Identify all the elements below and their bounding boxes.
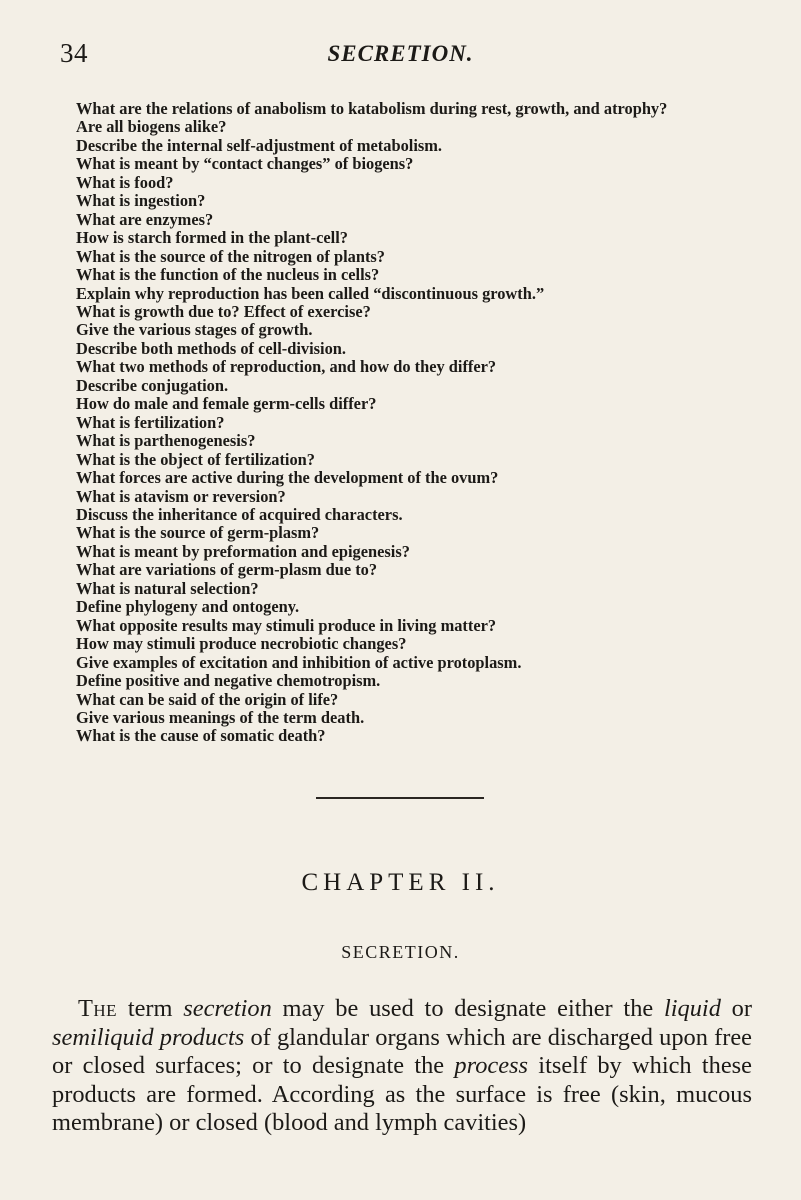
question-item: What is atavism or reversion?	[76, 486, 286, 506]
question-item: What is parthenogenesis?	[76, 431, 256, 451]
question-item: Define positive and negative chemotropism.	[76, 671, 381, 691]
question-item: Describe conjugation.	[76, 375, 229, 395]
question-item: What forces are active during the development of the ovum?	[76, 468, 499, 488]
question-item: Describe the internal self-adjustment of metabolism.	[76, 135, 442, 155]
question-item: Give examples of excitation and inhibition of active protoplasm.	[76, 652, 522, 672]
paragraph-text: of glandular organs which are discharged upon free or closed surfaces; or to designate the	[52, 1023, 753, 1079]
emphasis-secretion: secretion	[183, 995, 272, 1022]
emphasis-liquid: liquid	[663, 995, 721, 1022]
question-item: What are variations of germ-plasm due to?	[76, 560, 378, 580]
question-item: Describe both methods of cell-division.	[76, 338, 346, 358]
review-questions-list	[76, 100, 736, 746]
question-item: What is meant by “contact changes” of biogens?	[76, 154, 414, 174]
question-item: What is the cause of somatic death?	[76, 726, 326, 746]
question-item: What two methods of reproduction, and how do they differ?	[76, 357, 497, 377]
running-title: SECRETION.	[327, 41, 474, 66]
question-item: Give various meanings of the term death.	[76, 707, 365, 727]
section-divider-rule	[316, 797, 484, 799]
paragraph-text: may be used to designate either the	[271, 995, 664, 1022]
question-item: Define phylogeny and ontogeny.	[76, 597, 300, 617]
question-item: Explain why reproduction has been called “discontinuous growth.”	[76, 283, 545, 303]
question-item: What is meant by preformation and epigenesis?	[76, 541, 410, 561]
question-item: What are enzymes?	[76, 209, 214, 229]
page-number: 34	[60, 38, 88, 68]
question-item: What is growth due to? Effect of exercise?	[76, 301, 371, 321]
body-paragraph	[52, 995, 752, 1138]
question-item: What is the source of the nitrogen of plants?	[76, 246, 385, 266]
running-head	[52, 38, 749, 68]
question-item: What is the object of fertilization?	[76, 449, 315, 469]
paragraph-text: or	[720, 995, 752, 1022]
emphasis-semiliquid-products: semiliquid products	[52, 1023, 245, 1051]
paragraph-text: itself by which these products are formed. According as the surface is free (skin, mucous membrane) or closed (blood and lymph cavities)	[52, 1052, 752, 1136]
question-item: What is natural selection?	[76, 578, 259, 598]
question-item: What is the source of germ-plasm?	[76, 523, 320, 543]
chapter-heading: CHAPTER II.	[301, 869, 500, 896]
paragraph-lead-word: The	[78, 995, 118, 1022]
question-item: How may stimuli produce necrobiotic changes?	[76, 634, 407, 654]
question-item: What is fertilization?	[76, 412, 225, 432]
question-item: How do male and female germ-cells differ?	[76, 394, 377, 414]
question-item: What is the function of the nucleus in cells?	[76, 265, 380, 285]
paragraph-text: term	[117, 995, 184, 1022]
question-item: Discuss the inheritance of acquired characters.	[76, 504, 403, 524]
question-item: Give the various stages of growth.	[76, 320, 313, 340]
question-item: How is starch formed in the plant-cell?	[76, 228, 348, 248]
emphasis-process: process	[454, 1052, 529, 1079]
question-item: Are all biogens alike?	[76, 117, 227, 137]
question-item: What opposite results may stimuli produce in living matter?	[76, 615, 497, 635]
question-item: What are the relations of anabolism to katabolism during rest, growth, and atrophy?	[76, 99, 668, 118]
question-item: What can be said of the origin of life?	[76, 689, 339, 709]
section-heading: SECRETION.	[341, 942, 460, 962]
question-item: What is ingestion?	[76, 191, 206, 211]
question-item: What is food?	[76, 172, 174, 192]
